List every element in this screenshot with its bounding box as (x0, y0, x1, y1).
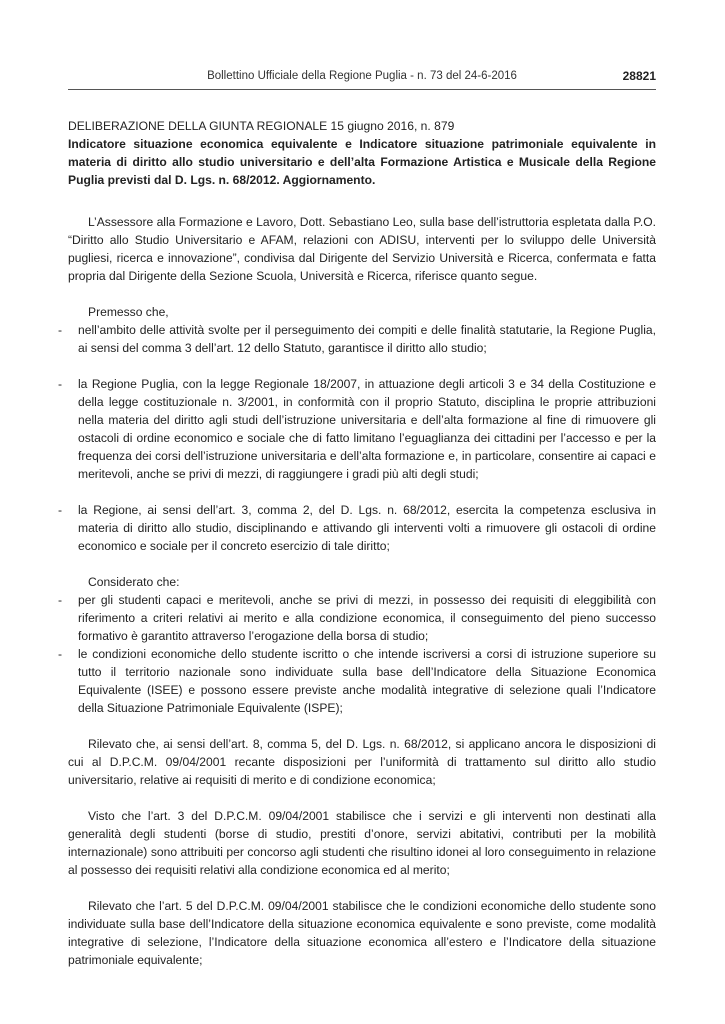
bullet-dash: - (58, 323, 63, 337)
spacer (68, 285, 656, 303)
deliberation-subject: Indicatore situazione economica equivalente e Indicatore situazione patrimoniale equivalente in materia di diritto allo studio universitario e dell’alta Formazione Artistica e Musicale della Regione Puglia previsti dal D. Lgs. n. 68/2012. Aggiornamento. (68, 137, 656, 187)
list-item (58, 591, 656, 645)
spacer (68, 555, 656, 573)
spacer (68, 189, 656, 213)
list-item (58, 645, 656, 717)
considerato-label: Considerato che: (88, 575, 180, 589)
premesso-label: Premesso che, (88, 305, 169, 319)
spacer (68, 789, 656, 807)
list-item (58, 375, 656, 483)
header-divider (68, 89, 656, 90)
list-item-text: la Regione, ai sensi dell’art. 3, comma 2, del D. Lgs. n. 68/2012, esercita la competenza esclusiva in materia di diritto allo studio, disciplinando e attivando gli interventi volti a rimuovere gli ostacoli di ordine economico e sociale per il concreto esercizio di tale diritto; (78, 503, 656, 553)
intro-paragraph: L’Assessore alla Formazione e Lavoro, Dott. Sebastiano Leo, sulla base dell’istruttoria espletata dalla P.O. “Diritto allo Studio Universitario e AFAM, relazioni con ADISU, interventi per lo sviluppo delle Università pugliesi, ricerca e innovazione”, condivisa dal Dirigente del Servizio Università e Ricerca, confermata e fatta propria dal Dirigente della Sezione Scuola, Università e Ricerca, riferisce quanto segue. (68, 215, 656, 283)
spacer (68, 483, 656, 501)
document-body (58, 117, 656, 969)
list-item-text: le condizioni economiche dello studente iscritto o che intende iscriversi a corsi di istruzione superiore su tutto il territorio nazionale sono individuate sulla base dell’Indicatore della Situazione Economica Equivalente (ISEE) e possono essere previste anche modalità integrative di selezione quali l’Indicatore della Situazione Patrimoniale Equivalente (ISPE); (78, 647, 656, 715)
visto-paragraph: Visto che l’art. 3 del D.P.C.M. 09/04/2001 stabilisce che i servizi e gli interventi non destinati alla generalità degli studenti (borse di studio, prestiti d’onore, servizi abitativi, contributi per la mobilità internazionale) sono attribuiti per concorso agli studenti che risultino idonei al loro conseguimento in relazione al possesso dei requisiti relativi alla condizione economica ed al merito; (68, 809, 656, 877)
list-item-text: per gli studenti capaci e meritevoli, anche se privi di mezzi, in possesso dei requisiti di eleggibilità con riferimento a criteri relativi ai merito e alla condizione economica, il conseguimento del pieno successo formativo è garantito attraverso l’erogazione della borsa di studio; (78, 593, 656, 643)
spacer (68, 717, 656, 735)
page-number: 28821 (622, 69, 656, 83)
list-item-text: la Regione Puglia, con la legge Regionale 18/2007, in attuazione degli articoli 3 e 34 della Costituzione e della legge costituzionale n. 3/2001, in conformità con il proprio Statuto, disciplina le proprie attribuzioni nella materia del diritto agli studi dell’istruzione universitaria e dell’alta formazione al fine di rimuovere gli ostacoli di ordine economico e sociale che di fatto limitano l’eguaglianza dei cittadini per l’accesso e per la frequenza dei corsi dell’istruzione universitaria e dell’alta formazione e, in particolare, consentire ai capaci e meritevoli, anche se privi di mezzi, di raggiungere i gradi più alti degli studi; (78, 377, 656, 481)
list-item (58, 321, 656, 357)
bullet-dash: - (58, 503, 63, 517)
bulletin-title: Bollettino Ufficiale della Regione Puglia - n. 73 del 24-6-2016 (207, 70, 517, 82)
list-item-text: nell’ambito delle attività svolte per il perseguimento dei compiti e delle finalità statutarie, la Regione Puglia, ai sensi del comma 3 dell’art. 12 dello Statuto, garantisce il diritto allo studio; (78, 323, 656, 355)
bullet-dash: - (58, 593, 63, 607)
bullet-dash: - (58, 377, 63, 391)
deliberation-heading: DELIBERAZIONE DELLA GIUNTA REGIONALE 15 giugno 2016, n. 879 (68, 119, 455, 133)
spacer (68, 879, 656, 897)
rilevato-paragraph: Rilevato che l’art. 5 del D.P.C.M. 09/04/2001 stabilisce che le condizioni economiche dello studente sono individuate sulla base dell’Indicatore della situazione economica equivalente e sono previste, come modalità integrative di selezione, l’Indicatore della situazione economica all’estero e l’Indicatore della situazione patrimoniale equivalente; (68, 899, 656, 967)
bullet-dash: - (58, 647, 63, 661)
rilevato-paragraph: Rilevato che, ai sensi dell’art. 8, comma 5, del D. Lgs. n. 68/2012, si applicano ancora le disposizioni di cui al D.P.C.M. 09/04/2001 recante disposizioni per l’uniformità di trattamento sul diritto allo studio universitario, relative ai requisiti di merito e di condizione economica; (68, 737, 656, 787)
list-item (58, 501, 656, 555)
spacer (68, 357, 656, 375)
page-header (68, 68, 656, 90)
